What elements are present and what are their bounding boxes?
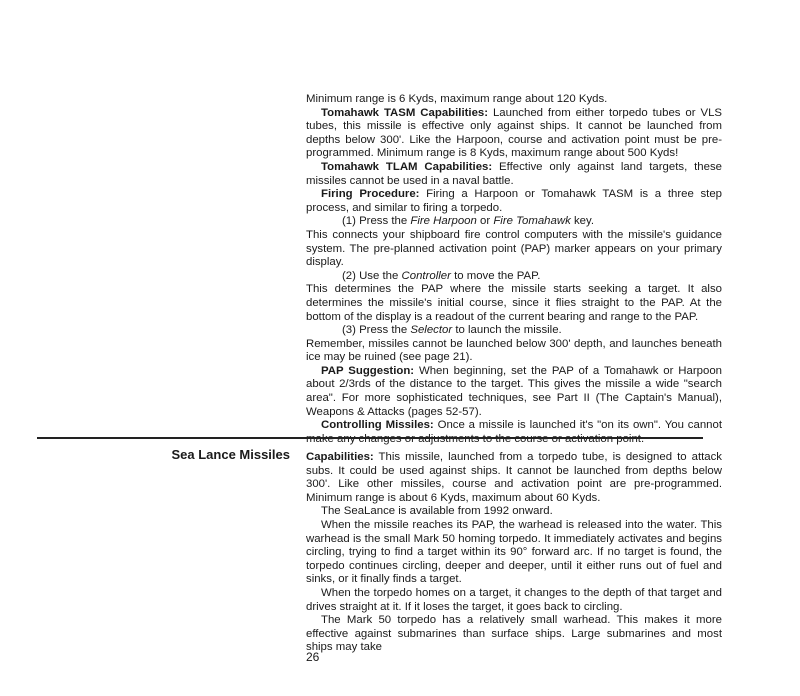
- step-line: [306, 324, 722, 338]
- subheading: Capabilities:: [306, 451, 374, 463]
- body-text: key.: [570, 215, 594, 228]
- body-text: When beginning, set the PAP of a Tomahawk or Harpoon about 2/3rds of the distance to the target. This gives the missile a wide "search area". For more sophisticated techniques, see Part II (The Captain's Manual), Weapons & Attacks (pages 52-57).: [306, 364, 723, 418]
- body-text: Launched from either torpedo tubes or VLS tubes, this missile is effective only against ships. It cannot be launched from depths below 300'. Like the Harpoon, course and activation point must be pre-programmed. Minimum range is 8 Kyds, maximum range about 500 Kyds!: [306, 106, 723, 160]
- body-text: or: [476, 215, 494, 228]
- body-text: (2) Use the: [342, 269, 402, 282]
- key-name: Selector: [410, 324, 453, 337]
- body-text: Once a missile is launched it's "on its own". You cannot make any changes or adjustments to the course or activation point.: [306, 419, 722, 445]
- key-name: Fire Harpoon: [410, 215, 477, 228]
- paragraph: Minimum range is 6 Kyds, maximum range about 120 Kyds.: [306, 93, 608, 105]
- step-line: [306, 270, 722, 284]
- paragraph: When the missile reaches its PAP, the warhead is released into the water. This warhead is the small Mark 50 homing torpedo. It immediately activates and begins circling, trying to find a target within its 90° forward arc. If no target is found, the torpedo continues circling, deeper and deeper, until it either runs out of fuel and sinks, or it finally finds a target.: [306, 518, 722, 586]
- paragraph: When the torpedo homes on a target, it changes to the depth of that target and drives straight at it. If it loses the target, it goes back to circling.: [306, 586, 722, 613]
- subheading: Controlling Missiles:: [321, 419, 434, 432]
- paragraph: [306, 188, 722, 215]
- body-text: Firing a Harpoon or Tomahawk TASM is a three step process, and similar to firing a torpedo.: [306, 188, 723, 214]
- subheading: Tomahawk TLAM Capabilities:: [321, 160, 493, 173]
- page-number: 26: [306, 650, 320, 664]
- paragraph: [306, 107, 722, 161]
- body-text: (1) Press the: [342, 215, 411, 228]
- paragraph: [306, 365, 722, 419]
- paragraph: The Mark 50 torpedo has a relatively small warhead. This makes it more effective against submarines than surface ships. Large submarines and most ships may take: [306, 614, 722, 654]
- step-line: [306, 215, 722, 229]
- subheading: Firing Procedure:: [321, 188, 420, 201]
- sea-lance-text: [306, 451, 722, 655]
- body-text: This missile, launched from a torpedo tube, is designed to attack subs. It could be used against ships. It cannot be launched from depths below 300'. Like other missiles, course and activation point are pre-programmed. Minimum range is about 6 Kyds, maximum about 60 Kyds.: [306, 451, 722, 504]
- section-heading: Sea Lance Missiles: [171, 447, 290, 462]
- body-text: Effective only against land targets, these missiles cannot be used in a naval battle.: [306, 160, 722, 187]
- body-text: to launch the missile.: [452, 324, 562, 337]
- section-divider: [37, 437, 703, 439]
- body-text: to move the PAP.: [450, 269, 541, 282]
- key-name: Fire Tomahawk: [493, 215, 571, 228]
- body-text: (3) Press the: [342, 324, 411, 337]
- paragraph: This determines the PAP where the missile starts seeking a target. It also determines the missile's initial course, since it flies straight to the PAP. At the bottom of the display is a readout of the current bearing and range to the PAP.: [306, 283, 722, 323]
- paragraph: [306, 161, 722, 188]
- paragraph: Remember, missiles cannot be launched below 300' depth, and launches beneath ice may be ruined (see page 21).: [306, 337, 722, 364]
- paragraph: This connects your shipboard fire control computers with the missile's guidance system. The pre-planned activation point (PAP) marker appears on your primary display.: [306, 228, 722, 269]
- paragraph: The SeaLance is available from 1992 onward.: [321, 505, 553, 518]
- missile-procedures-text: [306, 93, 722, 446]
- subheading: Tomahawk TASM Capabilities:: [321, 106, 489, 119]
- paragraph: [306, 451, 722, 505]
- subheading: PAP Suggestion:: [321, 364, 415, 377]
- paragraph: [306, 419, 722, 446]
- key-name: Controller: [401, 269, 451, 282]
